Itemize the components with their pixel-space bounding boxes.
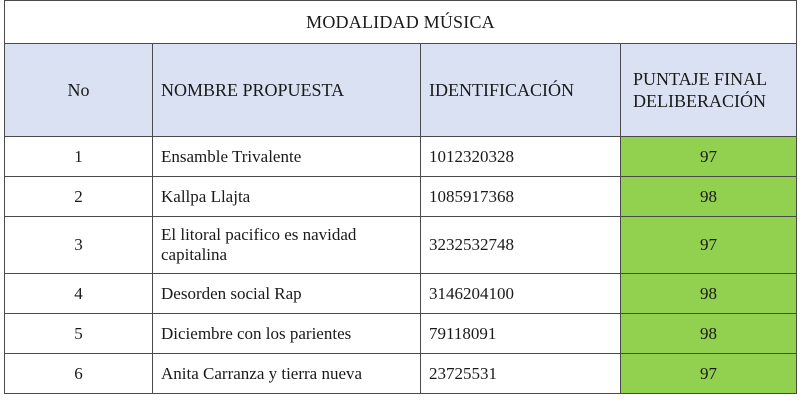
cell-id: 1085917368 (421, 177, 621, 217)
cell-id: 23725531 (421, 354, 621, 394)
table-title: MODALIDAD MÚSICA (5, 1, 797, 44)
cell-no: 1 (5, 137, 153, 177)
header-name: NOMBRE PROPUESTA (153, 44, 421, 137)
cell-score: 97 (621, 217, 797, 274)
table-row (5, 137, 797, 177)
cell-name: Anita Carranza y tierra nueva (153, 354, 421, 394)
cell-score: 97 (621, 137, 797, 177)
table-row (5, 354, 797, 394)
table-row (5, 274, 797, 314)
header-no: No (5, 44, 153, 137)
table-row (5, 177, 797, 217)
cell-score: 98 (621, 177, 797, 217)
header-id: IDENTIFICACIÓN (421, 44, 621, 137)
cell-id: 3146204100 (421, 274, 621, 314)
table-row (5, 314, 797, 354)
title-row (5, 1, 797, 44)
cell-score: 97 (621, 354, 797, 394)
cell-no: 3 (5, 217, 153, 274)
cell-no: 5 (5, 314, 153, 354)
header-row (5, 44, 797, 137)
cell-name: Kallpa Llajta (153, 177, 421, 217)
cell-name: Ensamble Trivalente (153, 137, 421, 177)
cell-name: Desorden social Rap (153, 274, 421, 314)
header-score: PUNTAJE FINAL DELIBERACIÓN (621, 44, 797, 137)
cell-no: 4 (5, 274, 153, 314)
cell-id: 3232532748 (421, 217, 621, 274)
cell-no: 2 (5, 177, 153, 217)
results-table (4, 0, 797, 394)
cell-no: 6 (5, 354, 153, 394)
cell-name: Diciembre con los parientes (153, 314, 421, 354)
cell-name: El litoral pacifico es navidad capitalina (153, 217, 421, 274)
table-row (5, 217, 797, 274)
cell-score: 98 (621, 314, 797, 354)
cell-id: 1012320328 (421, 137, 621, 177)
cell-score: 98 (621, 274, 797, 314)
cell-id: 79118091 (421, 314, 621, 354)
